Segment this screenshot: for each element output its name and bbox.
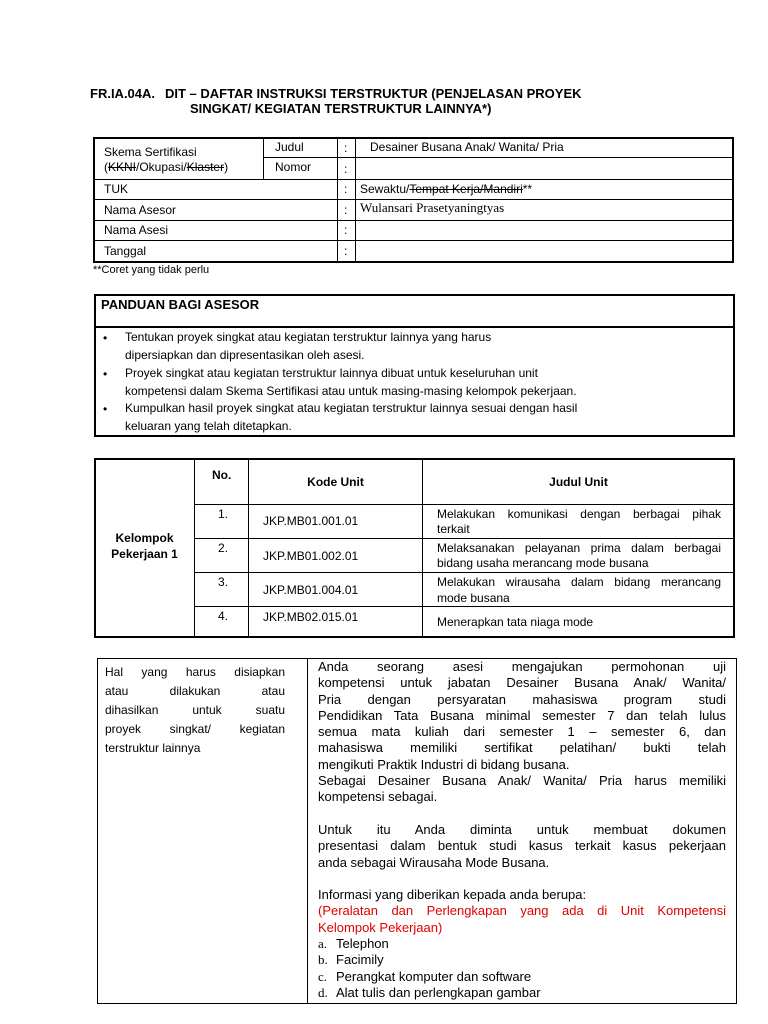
row-3-no: 3. [218,575,229,589]
p1-line: mahasiswa memiliki sertifikat pelatihan/ bukti telah [318,740,726,756]
skema-type: (KKNI/Okupasi/Klaster) [104,160,229,174]
asesi-colon: : [344,223,348,237]
col-header-kode: Kode Unit [307,475,364,489]
p1-line: Pria dengan persyaratan mahasiswa program studi [318,691,726,707]
row-2-kode: JKP.MB01.002.01 [263,549,359,563]
list-item-a: a. Telephon [318,936,389,952]
row-1-no: 1. [218,507,229,521]
list-item-b: b. Facimily [318,952,384,968]
judul-colon: : [344,141,348,155]
p3-line: anda sebagai Wirausaha Mode Busana. [318,854,550,870]
form-code: FR.IA.04A. [90,86,156,101]
tuk-value: Sewaktu/Tempat Kerja/Mandiri** [360,182,533,196]
panduan-bullet-3-line2: keluaran yang telah ditetapkan. [125,419,292,433]
kelompok-label-line1: Kelompok [115,531,174,545]
row-1-kode: JKP.MB01.001.01 [263,514,359,528]
p2-line: Sebagai Desainer Busana Anak/ Wanita/ Pria harus memiliki [318,773,726,789]
red-note-line2: Kelompok Pekerjaan) [318,919,443,935]
panduan-bullet-2-line2: kompetensi dalam Skema Sertifikasi atau untuk masing-masing kelompok pekerjaan. [125,384,577,398]
tuk-colon: : [344,182,348,196]
row-2-no: 2. [218,541,229,555]
row-2-judul-line1: Melaksanakan pelayanan prima dalam berbagai [437,541,721,555]
instruction-left-label: Hal yang harus disiapkan atau dilakukan atau dihasilkan untuk suatu proyek singkat/ kegiatan terstruktur lainnya [105,665,285,755]
tuk-struck-options: Tempat Kerja/Mandiri [409,182,523,196]
list-item-c: c. Perangkat komputer dan software [318,968,532,984]
form-title-line2: SINGKAT/ KEGIATAN TERSTRUKTUR LAINNYA*) [190,101,492,116]
tanggal-label: Tanggal [104,244,147,258]
row-3-judul-line1: Melakukan wirausaha dalam bidang merancang [437,575,721,589]
tuk-label: TUK [104,182,128,196]
skema-klaster-struck: Klaster [186,160,225,174]
p1-line: mengikuti Praktik Industri di bidang busana. [318,756,570,772]
nomor-label: Nomor [275,160,312,174]
row-4-no: 4. [218,609,229,623]
panduan-bullet-2-line1: Proyek singkat atau kegiatan terstruktur lainnya dibuat untuk keseluruhan unit [125,366,538,380]
red-note-line1: (Peralatan dan Perlengkapan yang ada di Unit Kompetensi [318,903,726,919]
panduan-bullet-1-line1: Tentukan proyek singkat atau kegiatan terstruktur lainnya yang harus [125,330,492,344]
nomor-colon: : [344,162,348,176]
panduan-heading: PANDUAN BAGI ASESOR [101,297,260,312]
info-intro: Informasi yang diberikan kepada anda berupa: [318,887,587,903]
asesi-label: Nama Asesi [104,223,169,237]
row-1-judul-line1: Melakukan komunikasi dengan berbagai pihak [437,507,721,521]
instruction-body [318,659,726,1001]
list-item-d: d. Alat tulis dan perlengkapan gambar [318,984,541,1000]
kelompok-label-line2: Pekerjaan 1 [111,547,178,561]
row-4-kode: JKP.MB02.015.01 [263,610,359,624]
row-3-judul-line2: mode busana [437,591,510,605]
row-2-judul-line2: bidang usaha merancang mode busana [437,556,649,570]
skema-kkni-struck: KKNI [108,160,137,174]
asesor-value: Wulansari Prasetyaningtyas [360,200,505,215]
asesor-label: Nama Asesor [104,203,177,217]
p1-line: Anda seorang asesi mengajukan permohonan uji [318,659,726,674]
judul-label: Judul [275,140,304,154]
asesor-colon: : [344,203,348,217]
footnote: **Coret yang tidak perlu [93,264,210,276]
row-4-judul-line1: Menerapkan tata niaga mode [437,615,594,629]
bullet-dot: • [103,402,108,416]
skema-label: Skema Sertifikasi [104,145,197,159]
p2-line: kompetensi sebagai. [318,789,438,805]
form-title-line1: DIT – DAFTAR INSTRUKSI TERSTRUKTUR (PENJELASAN PROYEK [165,86,582,101]
row-3-kode: JKP.MB01.004.01 [263,583,359,597]
panduan-bullet-3-line1: Kumpulkan hasil proyek singkat atau kegiatan terstruktur lainnya sesuai dengan hasil [125,401,578,415]
col-header-no: No. [212,468,232,482]
panduan-bullet-1-line2: dipersiapkan dan dipresentasikan oleh asesi. [125,348,365,362]
judul-value: Desainer Busana Anak/ Wanita/ Pria [370,140,564,154]
p1-line: semua mata kuliah dari semester 1 – semester 6, dan [318,724,726,740]
row-1-judul-line2: terkait [437,522,470,536]
p3-line: Untuk itu Anda diminta untuk membuat dokumen [318,821,726,837]
p3-line: presentasi dalam bentuk studi kasus terkait kasus pekerjaan [318,838,726,854]
col-header-judul: Judul Unit [549,475,608,489]
bullet-dot: • [103,367,108,381]
p1-line: kompetensi untuk jabatan Desainer Busana Anak/ Wanita/ [318,675,726,691]
p1-line: Pendidikan Tata Busana minimal semester 7 dan telah lulus [318,707,726,723]
bullet-dot: • [103,331,108,345]
tanggal-colon: : [344,244,348,258]
